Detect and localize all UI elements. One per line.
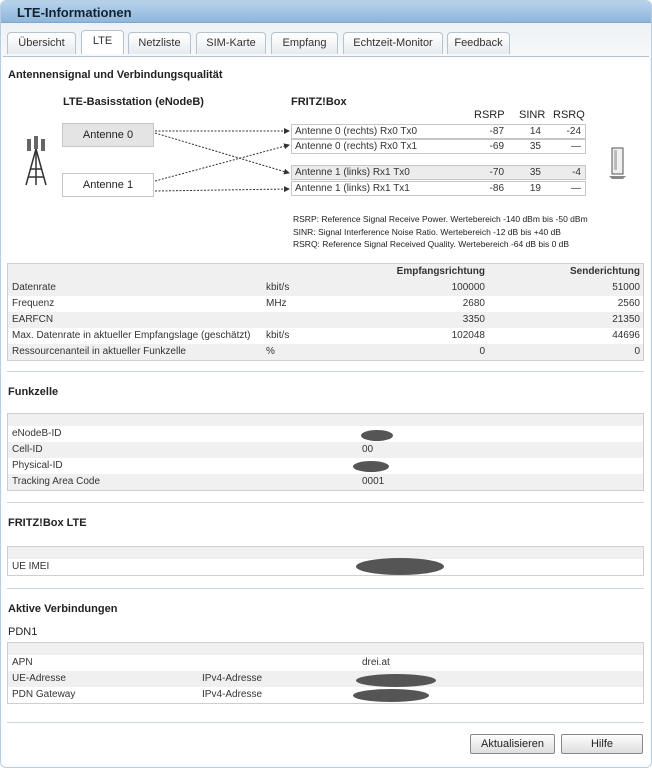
signal-row-name: Antenne 0 (rechts) Rx0 Tx0 (295, 126, 418, 137)
rate-up: 51000 (612, 282, 640, 293)
col-empfangsrichtung: Empfangsrichtung (396, 266, 485, 277)
signal-row-2 (291, 165, 586, 180)
table-header-blank (8, 547, 643, 559)
signal-row-name: Antenne 1 (links) Rx1 Tx1 (295, 183, 410, 194)
signal-rsrp: -87 (489, 126, 504, 137)
rate-down: 100000 (451, 282, 485, 293)
redaction-mark (361, 430, 393, 441)
rate-down: 3350 (462, 314, 485, 325)
table-row (8, 655, 643, 671)
base-station-title: LTE-Basisstation (eNodeB) (63, 96, 204, 108)
antenna-1-box: Antenne 1 (62, 173, 154, 197)
table-header-blank (8, 643, 643, 655)
rate-up: 21350 (612, 314, 640, 325)
cell-name: Tracking Area Code (12, 476, 101, 487)
table-row (8, 442, 643, 458)
col-senderichtung: Senderichtung (569, 266, 640, 277)
rate-unit: kbit/s (266, 282, 290, 293)
table-row (8, 296, 643, 312)
table-row (8, 474, 643, 490)
signal-rsrp: -86 (489, 183, 504, 194)
table-row (8, 671, 643, 687)
cell-name: Cell-ID (12, 444, 43, 455)
divider (7, 371, 644, 372)
table-header-blank (8, 414, 643, 426)
conn-name: UE-Adresse (12, 673, 66, 684)
signal-row-3 (291, 181, 586, 196)
rates-header-row (8, 264, 643, 280)
signal-sinr: 14 (529, 126, 541, 137)
tab-uebersicht[interactable]: Übersicht (7, 32, 76, 54)
legend-rsrq: RSRQ: Reference Signal Received Quality. Wertebereich -64 dB bis 0 dB (293, 239, 570, 249)
signal-row-name: Antenne 0 (rechts) Rx0 Tx1 (295, 141, 418, 152)
signal-rsrq: — (571, 183, 581, 194)
signal-rsrq: -24 (566, 126, 581, 137)
rate-up: 44696 (612, 330, 640, 341)
fritzbox-section-title: FRITZ!Box LTE (8, 517, 87, 529)
rate-name: Frequenz (12, 298, 55, 309)
rate-up: 0 (634, 346, 640, 357)
signal-sinr: 19 (529, 183, 541, 194)
rate-unit: % (266, 346, 275, 357)
pdn-label: PDN1 (8, 626, 38, 638)
legend-rsrp: RSRP: Reference Signal Receive Power. Wertebereich -140 dBm bis -50 dBm (293, 214, 588, 224)
antenna-connection-lines (153, 121, 293, 201)
tab-feedback[interactable]: Feedback (447, 32, 510, 54)
signal-row-name: Antenne 1 (links) Rx1 Tx0 (295, 167, 410, 178)
cell-name: eNodeB-ID (12, 428, 62, 439)
cell-value: 00 (362, 444, 374, 455)
refresh-button[interactable]: Aktualisieren (470, 734, 555, 754)
connections-section-title: Aktive Verbindungen (8, 603, 118, 615)
rate-down: 2680 (462, 298, 485, 309)
rate-unit: MHz (266, 298, 287, 309)
signal-rsrq: — (571, 141, 581, 152)
signal-sinr: 35 (529, 141, 541, 152)
tab-lte[interactable]: LTE (81, 30, 124, 54)
fritzbox-device-icon (607, 146, 629, 180)
conn-name: PDN Gateway (12, 689, 76, 700)
table-row (8, 458, 643, 474)
title-bar (1, 1, 651, 23)
tab-empfang[interactable]: Empfang (271, 32, 338, 54)
signal-rsrq: -4 (572, 167, 581, 178)
table-row (8, 426, 643, 442)
tab-sim-karte[interactable]: SIM-Karte (196, 32, 266, 54)
table-row (8, 344, 643, 360)
rate-down: 102048 (451, 330, 485, 341)
cell-table (7, 413, 644, 491)
signal-row-0 (291, 124, 586, 139)
signal-section-title: Antennensignal und Verbindungsqualität (8, 69, 223, 81)
signal-rsrp: -69 (489, 141, 504, 152)
antenna-0-box: Antenne 0 (62, 123, 154, 147)
col-sinr: SINR (519, 109, 546, 121)
table-row (8, 312, 643, 328)
rate-name: Ressourcenanteil in aktueller Funkzelle (12, 346, 186, 357)
rate-name: Datenrate (12, 282, 56, 293)
divider (7, 502, 644, 503)
conn-value: drei.at (362, 657, 390, 668)
col-rsrp: RSRP (474, 109, 505, 121)
rate-up: 2560 (617, 298, 640, 309)
help-button[interactable]: Hilfe (561, 734, 643, 754)
table-row (8, 687, 643, 703)
connections-table (7, 642, 644, 704)
signal-rsrp: -70 (489, 167, 504, 178)
window-title: LTE-Informationen (17, 5, 132, 20)
tab-netzliste[interactable]: Netzliste (128, 32, 191, 54)
divider (7, 722, 644, 723)
table-row (8, 328, 643, 344)
conn-type: IPv4-Adresse (202, 673, 263, 684)
cell-tower-icon (21, 135, 51, 187)
rates-table (7, 263, 644, 361)
conn-type: IPv4-Adresse (202, 689, 263, 700)
rate-name: Max. Datenrate in aktueller Empfangslage (geschätzt) (12, 330, 251, 341)
col-rsrq: RSRQ (553, 109, 585, 121)
redaction-mark (353, 689, 429, 702)
legend-sinr: SINR: Signal Interference Noise Ratio. Wertebereich -12 dB bis +40 dB (293, 227, 561, 237)
fritzbox-table (7, 546, 644, 576)
rate-unit: kbit/s (266, 330, 290, 341)
fritzbox-title: FRITZ!Box (291, 96, 347, 108)
tab-echtzeit-monitor[interactable]: Echtzeit-Monitor (343, 32, 443, 54)
table-row (8, 559, 643, 575)
signal-sinr: 35 (529, 167, 541, 178)
redaction-mark (356, 674, 436, 687)
cell-section-title: Funkzelle (8, 386, 59, 398)
signal-row-1 (291, 139, 586, 154)
divider (7, 588, 644, 589)
imei-label: UE IMEI (12, 561, 50, 572)
rate-down: 0 (479, 346, 485, 357)
redaction-mark (356, 558, 444, 575)
cell-value: 0001 (362, 476, 385, 487)
table-row (8, 280, 643, 296)
redaction-mark (353, 461, 389, 472)
cell-name: Physical-ID (12, 460, 63, 471)
conn-name: APN (12, 657, 33, 668)
rate-name: EARFCN (12, 314, 54, 325)
